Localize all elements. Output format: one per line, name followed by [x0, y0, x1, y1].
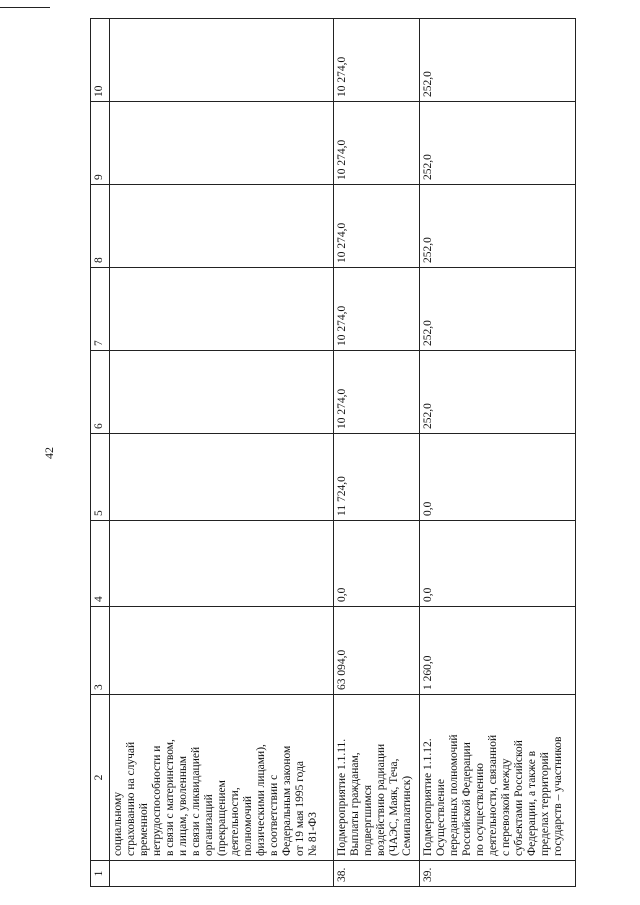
value-cell: 252,0 — [420, 102, 576, 185]
header-cell: 1 — [91, 861, 110, 887]
value-cell: 11 724,0 — [334, 434, 420, 521]
row-name: Подмероприятие 1.1.11. Выплаты гражданам, подвергшимся воздействию радиации (ЧАЭС, Маяк, Теча, Семипалатинск) — [334, 695, 420, 861]
value-cell: 10 274,0 — [334, 185, 420, 268]
row-number — [110, 861, 334, 887]
value-cell: 252,0 — [420, 185, 576, 268]
header-cell: 3 — [91, 607, 110, 695]
row-number: 39. — [420, 861, 576, 887]
value-cell — [110, 434, 334, 521]
value-cell: 63 094,0 — [334, 607, 420, 695]
value-cell: 10 274,0 — [334, 351, 420, 434]
value-cell: 252,0 — [420, 351, 576, 434]
header-cell: 7 — [91, 268, 110, 351]
page-number: 42 — [42, 447, 56, 459]
row-name: Подмероприятие 1.1.12. Осуществление переданных полномочий Российской Федерации по осуществлению деятельности, связанной с перевозкой между субъектами Российской Федерации, а также в пределах территорий государств – участников — [420, 695, 576, 861]
value-cell — [110, 19, 334, 102]
value-cell: 10 274,0 — [334, 268, 420, 351]
header-row — [91, 19, 110, 887]
value-cell — [110, 607, 334, 695]
value-cell: 0,0 — [420, 434, 576, 521]
table-row — [420, 19, 576, 887]
value-cell: 0,0 — [420, 521, 576, 607]
value-cell — [110, 351, 334, 434]
value-cell — [110, 102, 334, 185]
value-cell: 10 274,0 — [334, 19, 420, 102]
header-cell: 6 — [91, 351, 110, 434]
rotated-table-sheet — [42, 19, 587, 887]
row-number: 38. — [334, 861, 420, 887]
value-cell — [110, 521, 334, 607]
value-cell — [110, 268, 334, 351]
header-cell: 4 — [91, 521, 110, 607]
value-cell — [110, 185, 334, 268]
header-cell: 9 — [91, 102, 110, 185]
table-row — [334, 19, 420, 887]
value-cell: 252,0 — [420, 19, 576, 102]
row-name: социальному страхованию на случай временной нетрудоспособности и в связи с материнством, и лицам, уволенным в связи с ликвидацией организаций (прекращением деятельности, полномочий физическими лицами), в соответствии с Федеральным законом от 19 мая 1995 года № 81-ФЗ — [110, 695, 334, 861]
budget-table — [90, 18, 576, 887]
header-cell: 2 — [91, 695, 110, 861]
table-row — [110, 19, 334, 887]
value-cell: 0,0 — [334, 521, 420, 607]
value-cell: 252,0 — [420, 268, 576, 351]
header-cell: 5 — [91, 434, 110, 521]
value-cell: 10 274,0 — [334, 102, 420, 185]
value-cell: 1 260,0 — [420, 607, 576, 695]
header-cell: 10 — [91, 19, 110, 102]
header-cell: 8 — [91, 185, 110, 268]
